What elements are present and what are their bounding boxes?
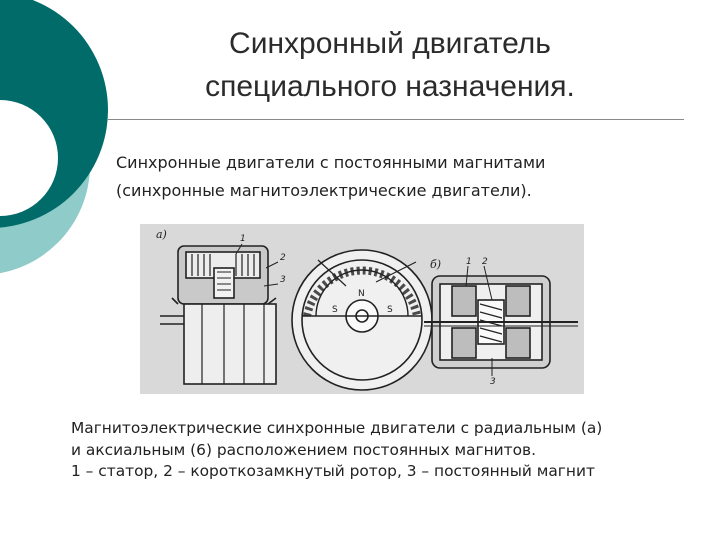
motor-a-end-view [292, 250, 432, 390]
caption-line-1: Магнитоэлектрические синхронные двигатели с радиальным (а) [71, 419, 603, 437]
slide-title [160, 22, 620, 108]
pole-s-left: S [332, 305, 338, 315]
pole-n: N [358, 289, 365, 299]
title-divider [108, 119, 684, 120]
callout-b-1: 1 [466, 257, 472, 267]
callout-b-3: 3 [490, 377, 496, 387]
title-line-2: специального назначения. [205, 70, 575, 103]
label-a: а) [156, 228, 167, 241]
title-line-1: Синхронный двигатель [229, 27, 551, 60]
pole-s-right: S [387, 305, 393, 315]
caption-line-3: 1 – статор, 2 – короткозамкнутый ротор, 3 – постоянный магнит [71, 462, 595, 480]
caption-line-2: и аксиальным (6) расположением постоянных магнитов. [71, 440, 536, 459]
callout-b-2: 2 [482, 257, 488, 267]
subtitle-line-1: Синхронные двигатели с постоянными магнитами [116, 153, 546, 172]
figure-caption [71, 418, 691, 483]
callout-a-1: 1 [240, 234, 246, 244]
callout-a-3: 3 [280, 275, 286, 285]
subtitle-line-2: (синхронные магнитоэлектрические двигатели). [116, 181, 532, 200]
callout-a-2: 2 [280, 253, 286, 263]
subtitle [116, 149, 545, 205]
label-b: б) [430, 258, 442, 271]
motor-figure [140, 224, 584, 394]
